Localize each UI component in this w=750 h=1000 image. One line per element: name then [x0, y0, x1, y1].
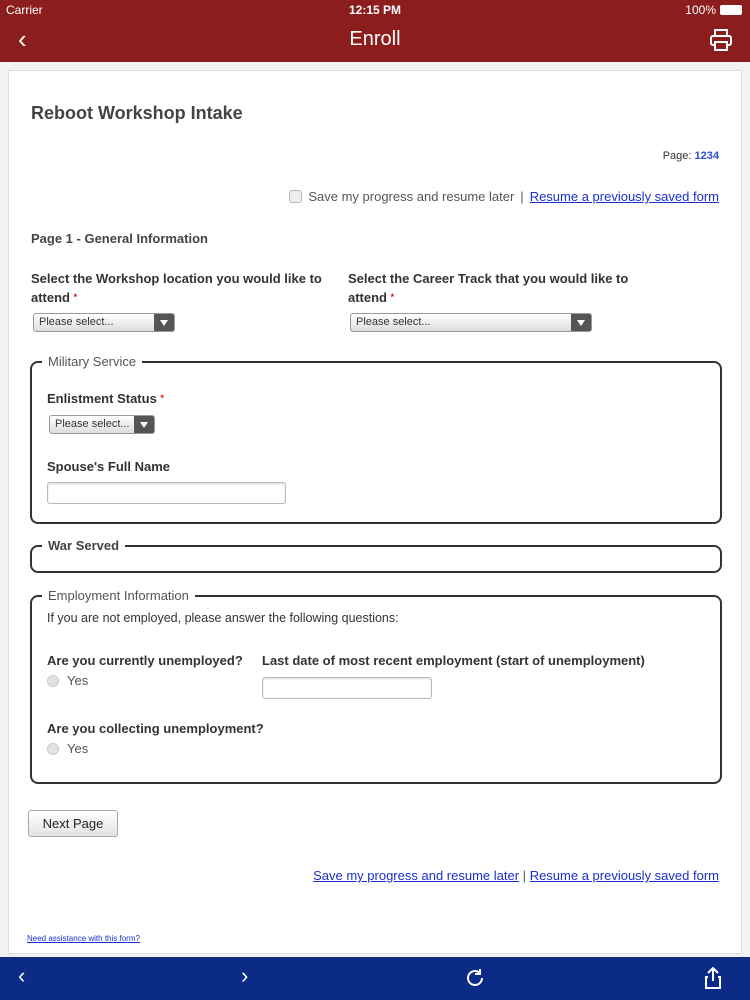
page-title: Enroll	[349, 28, 401, 50]
enlistment-select[interactable]	[49, 415, 155, 434]
battery-percent: 100%	[685, 3, 716, 17]
unemployed-yes-option[interactable]	[47, 673, 88, 688]
collecting-question: Are you collecting unemployment?	[47, 721, 264, 736]
track-question-line2: attend	[348, 290, 387, 305]
print-icon[interactable]	[710, 29, 732, 56]
chevron-down-icon	[154, 314, 174, 331]
last-date-label: Last date of most recent employment (start of unemployment)	[262, 653, 645, 668]
pager-label: Page:	[662, 150, 692, 162]
separator: |	[522, 868, 527, 883]
save-progress-link[interactable]: Save my progress and resume later	[313, 868, 520, 883]
browser-back-icon[interactable]: ‹	[18, 963, 26, 988]
required-mark: *	[160, 393, 164, 403]
collecting-yes-option[interactable]	[47, 741, 88, 756]
radio-button[interactable]	[47, 743, 59, 755]
location-select[interactable]	[33, 313, 175, 332]
browser-toolbar	[0, 957, 750, 1000]
pager-links[interactable]: 1234	[694, 150, 719, 162]
browser-forward-icon[interactable]: ›	[241, 963, 249, 988]
back-icon[interactable]: ‹	[18, 24, 27, 54]
battery-status	[685, 3, 742, 17]
track-select[interactable]	[350, 313, 592, 332]
employment-legend: Employment Information	[48, 588, 189, 603]
required-mark: *	[73, 292, 78, 302]
status-bar	[0, 3, 750, 19]
save-progress-row	[289, 189, 719, 204]
save-progress-checkbox[interactable]	[289, 190, 302, 203]
employment-section	[30, 588, 722, 784]
page-indicator	[663, 150, 719, 162]
last-date-input[interactable]	[262, 677, 432, 699]
chevron-down-icon	[134, 416, 154, 433]
unemployed-question: Are you currently unemployed?	[47, 653, 243, 668]
spouse-label: Spouse's Full Name	[47, 459, 171, 474]
reload-icon[interactable]	[464, 967, 486, 993]
employment-intro: If you are not employed, please answer the following questions:	[47, 611, 399, 625]
enlistment-select-value: Please select...	[55, 418, 130, 430]
military-service-section	[30, 354, 722, 524]
military-legend: Military Service	[48, 354, 137, 369]
app-header	[0, 0, 750, 62]
location-question-line1: Select the Workshop location you would like to	[31, 271, 322, 286]
location-select-value: Please select...	[39, 316, 114, 328]
war-served-section[interactable]	[30, 538, 722, 573]
spouse-name-input[interactable]	[47, 482, 286, 504]
resume-link[interactable]: Resume a previously saved form	[529, 189, 719, 204]
form-card	[8, 70, 742, 954]
carrier-label: Carrier	[6, 3, 43, 17]
unemployed-yes-label: Yes	[67, 673, 89, 688]
section-heading: Page 1 - General Information	[31, 231, 208, 246]
track-select-value: Please select...	[356, 316, 431, 328]
share-icon[interactable]	[704, 967, 722, 993]
enlistment-label	[47, 389, 164, 408]
battery-icon	[720, 5, 742, 15]
location-question-line2: attend	[31, 290, 70, 305]
radio-button[interactable]	[47, 675, 59, 687]
next-page-button[interactable]: Next Page	[28, 810, 118, 837]
location-question	[31, 269, 341, 307]
clock: 12:15 PM	[348, 3, 402, 17]
separator: |	[520, 189, 524, 204]
enlistment-label-text: Enlistment Status	[47, 391, 157, 406]
save-progress-links	[313, 868, 719, 883]
assistance-link[interactable]: Need assistance with this form?	[27, 934, 140, 943]
resume-link-bottom[interactable]: Resume a previously saved form	[529, 868, 719, 883]
track-question	[348, 269, 658, 307]
war-legend: War Served	[48, 538, 120, 553]
form-title: Reboot Workshop Intake	[31, 103, 243, 123]
collecting-yes-label: Yes	[67, 741, 89, 756]
required-mark: *	[390, 292, 395, 302]
save-progress-label: Save my progress and resume later	[308, 189, 515, 204]
track-question-line1: Select the Career Track that you would like to	[348, 271, 629, 286]
chevron-down-icon	[571, 314, 591, 331]
